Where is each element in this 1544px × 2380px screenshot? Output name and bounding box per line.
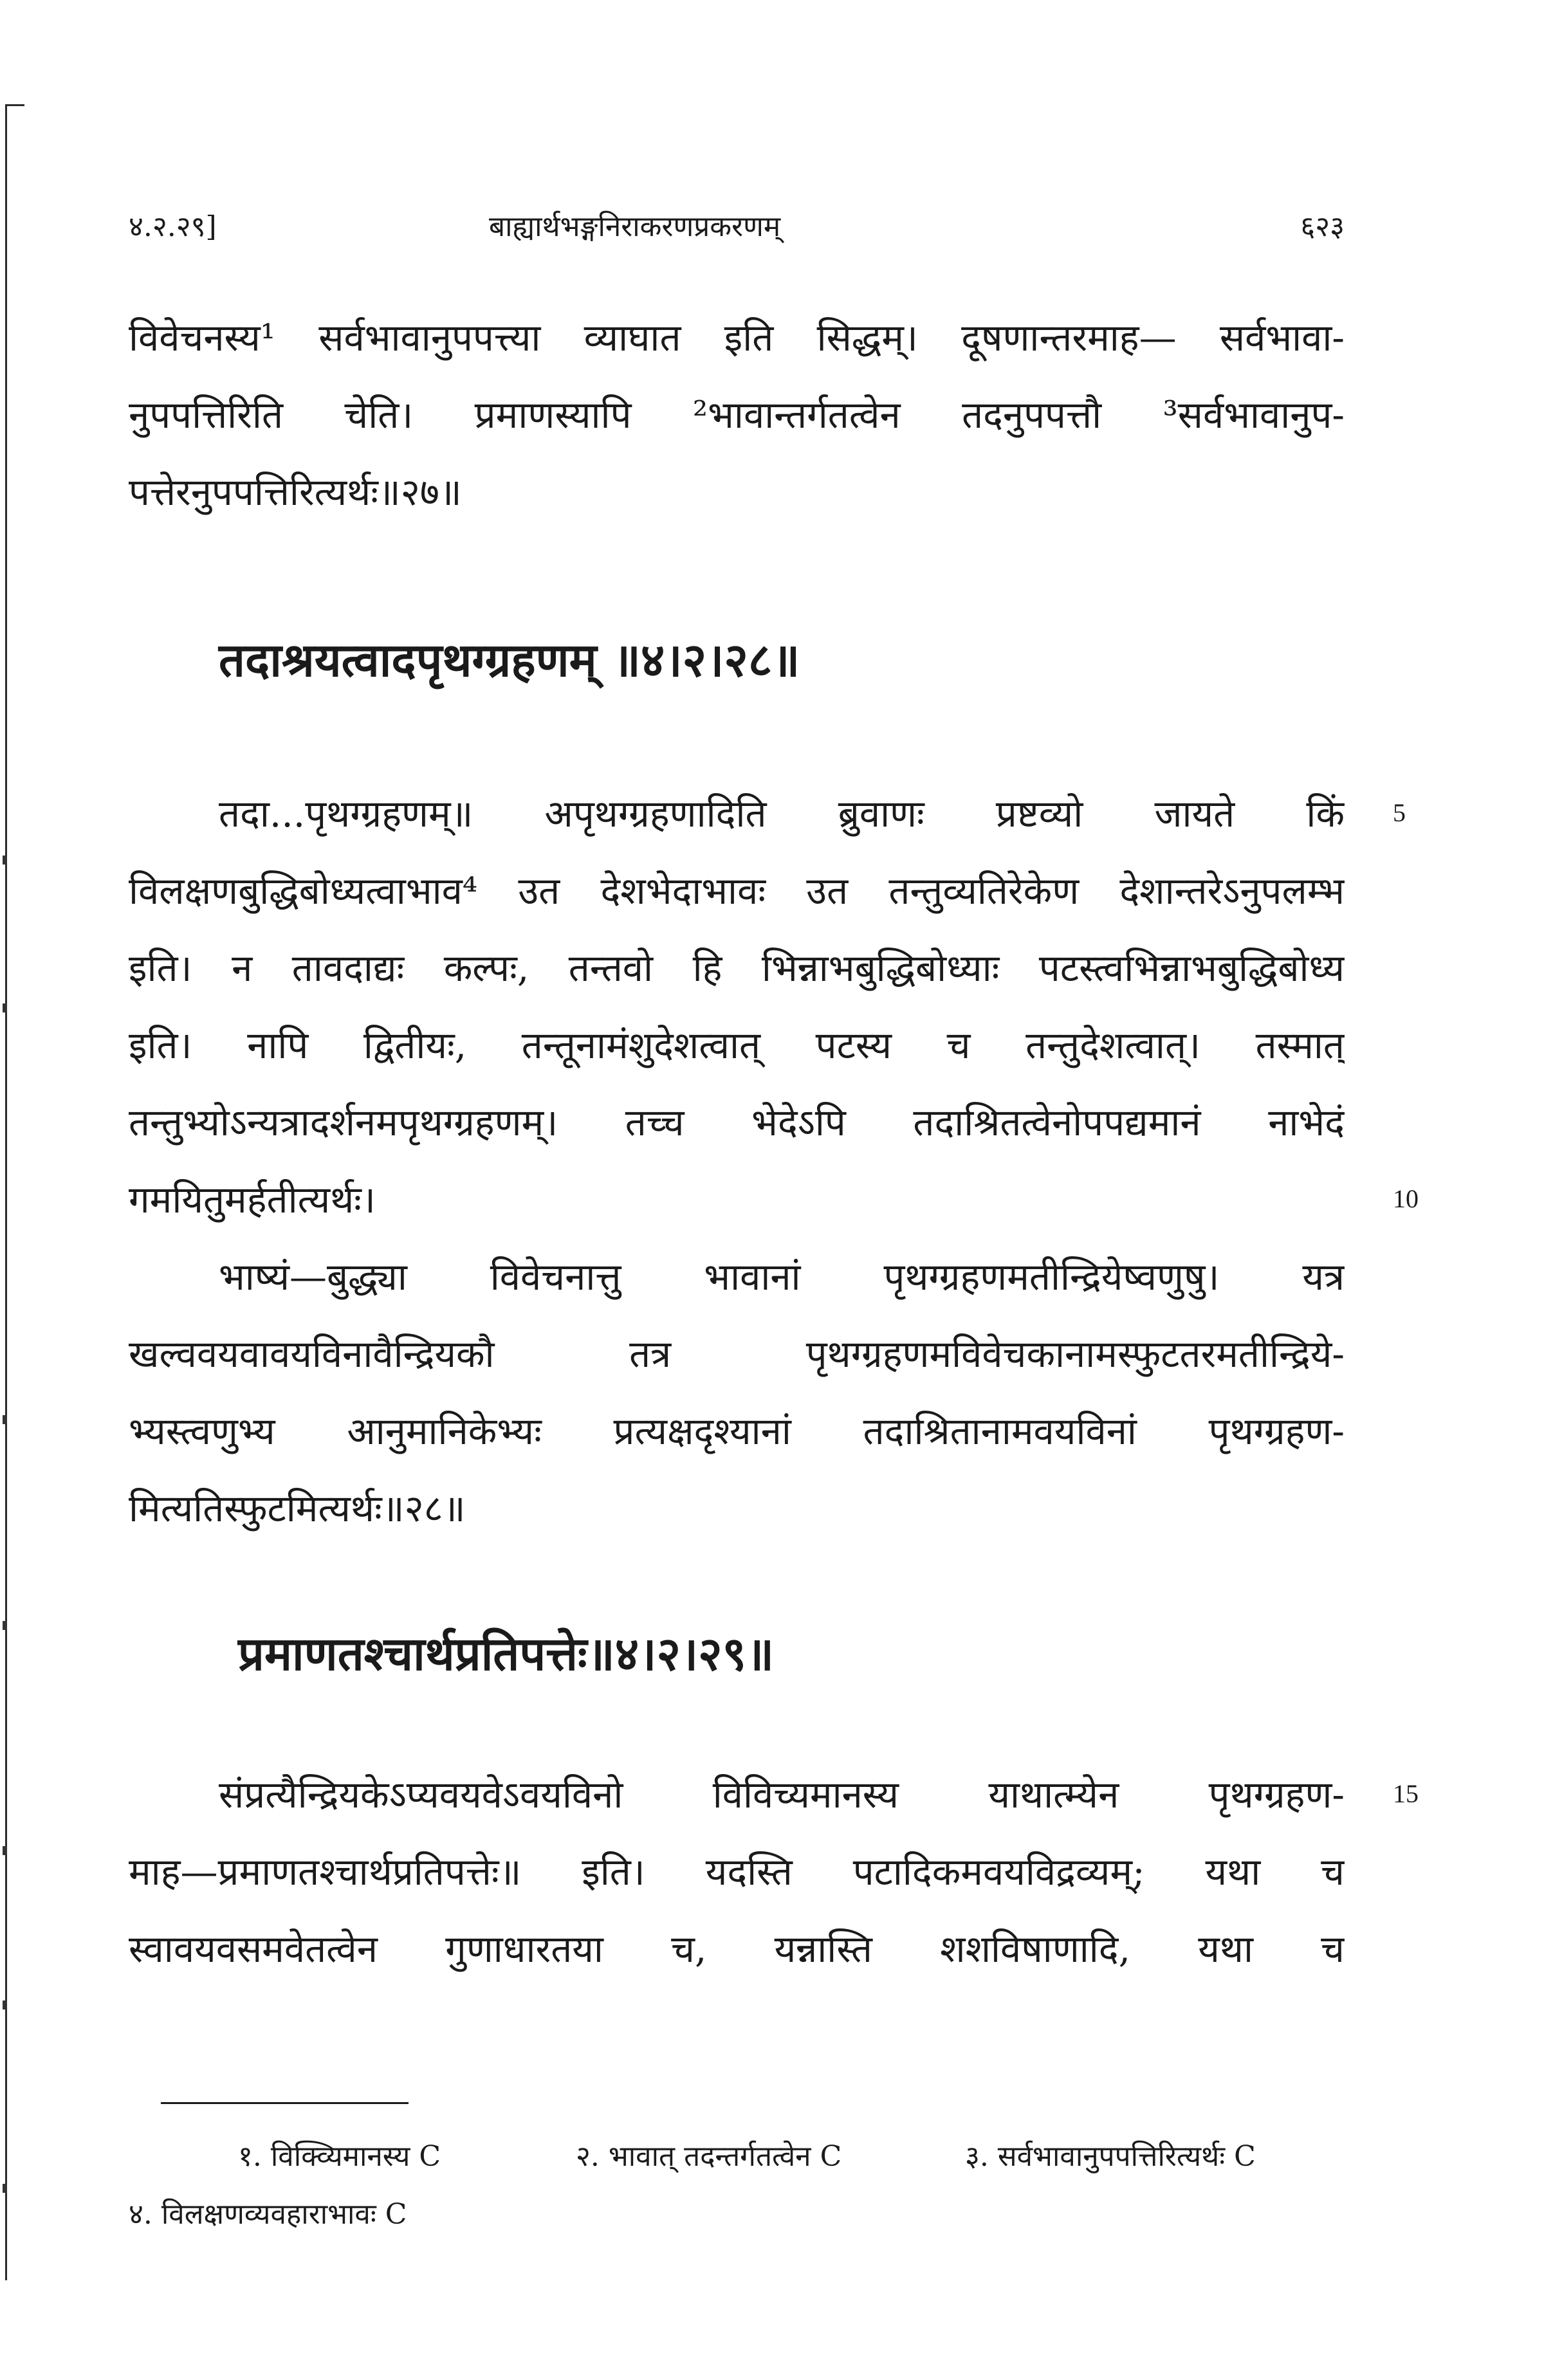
text-line: तन्तुभ्योऽन्यत्रादर्शनमपृथग्ग्रहणम्। तच्च भेदेऽपि तदाश्रितत्वेनोपपद्यमानं नाभेदं bbox=[129, 1101, 1345, 1144]
edge-mark bbox=[3, 2000, 7, 2009]
text-line: विवेचनस्य¹ सर्वभावानुपपत्त्या व्याघात इति सिद्धम्। दूषणान्तरमाह— सर्वभावा- bbox=[129, 316, 1345, 360]
page-number: ६२३ bbox=[1300, 210, 1345, 243]
text-line: इति। नापि द्वितीयः, तन्तूनामंशुदेशत्वात् पटस्य च तन्तुदेशत्वात्। तस्मात् bbox=[129, 1023, 1345, 1067]
line-number: 10 bbox=[1393, 1184, 1419, 1213]
text-line: मित्यतिस्फुटमित्यर्थः॥२८॥ bbox=[129, 1487, 466, 1530]
running-header bbox=[129, 206, 1345, 264]
text-line: खल्ववयवावयविनावैन्द्रियकौ तत्र पृथग्ग्रहणमविवेचकानामस्फुटतरमतीन्द्रिये- bbox=[129, 1332, 1345, 1376]
text-line: माह—प्रमाणतश्चार्थप्रतिपत्तेः॥ इति। यदस्ति पटादिकमवयविद्रव्यम्; यथा च bbox=[129, 1850, 1345, 1894]
edge-mark bbox=[3, 1415, 7, 1424]
text-line: स्वावयवसमवेतत्वेन गुणाधारतया च, यन्नास्ति शशविषाणादि, यथा च bbox=[129, 1927, 1345, 1971]
line-number: 5 bbox=[1393, 798, 1406, 827]
line-number: 15 bbox=[1393, 1779, 1419, 1808]
page-border-corner bbox=[5, 104, 24, 106]
footnote: ३. सर्वभावानुपपत्तिरित्यर्थः C bbox=[965, 2140, 1256, 2173]
text-line: तदा...पृथग्ग्रहणम्॥ अपृथग्ग्रहणादिति ब्रुवाणः प्रष्टव्यो जायते किं bbox=[219, 792, 1345, 836]
page-border-line bbox=[5, 106, 7, 2280]
text-line: पत्तेरनुपपत्तिरित्यर्थः॥२७॥ bbox=[129, 470, 462, 514]
text-line: विलक्षणबुद्धिबोध्यत्वाभाव⁴ उत देशभेदाभावः उत तन्तुव्यतिरेकेण देशान्तरेऽनुपलम्भ bbox=[129, 869, 1345, 913]
sutra-heading: प्रमाणतश्चार्थप्रतिपत्तेः॥४।२।२९॥ bbox=[238, 1626, 775, 1681]
footnote: १. विक्व्यिमानस्य C bbox=[238, 2140, 441, 2173]
sutra-heading: तदाश्रयत्वादपृथग्ग्रहणम् ॥४।२।२८॥ bbox=[219, 632, 800, 687]
edge-mark bbox=[3, 1621, 7, 1630]
text-line: भाष्यं—बुद्ध्या विवेचनात्तु भावानां पृथग्ग्रहणमतीन्द्रियेष्वणुषु। यत्र bbox=[219, 1255, 1345, 1299]
text-line: भ्यस्त्वणुभ्य आनुमानिकेभ्यः प्रत्यक्षदृश्यानां तदाश्रितानामवयविनां पृथग्ग्रहण- bbox=[129, 1409, 1345, 1453]
chapter-title: बाह्यार्थभङ्गनिराकरणप्रकरणम् bbox=[489, 210, 781, 243]
text-line: नुपपत्तिरिति चेति। प्रमाणस्यापि ²भावान्तर्गतत्वेन तदनुपपत्तौ ³सर्वभावानुप- bbox=[129, 393, 1345, 437]
footnote: ४. विलक्षणव्यवहाराभावः C bbox=[129, 2198, 407, 2231]
text-line: इति। न तावदाद्यः कल्पः, तन्तवो हि भिन्नाभबुद्धिबोध्याः पटस्त्वभिन्नाभबुद्धिबोध्य bbox=[129, 946, 1345, 990]
footnote-rule bbox=[161, 2102, 409, 2104]
edge-mark bbox=[3, 856, 7, 865]
section-reference: ४.२.२९] bbox=[129, 210, 217, 243]
edge-mark bbox=[3, 1003, 7, 1012]
edge-mark bbox=[3, 1846, 7, 1855]
edge-mark bbox=[3, 2184, 7, 2193]
text-line: गमयितुमर्हतीत्यर्थः। bbox=[129, 1178, 376, 1222]
footnote: २. भावात् तदन्तर्गतत्वेन C bbox=[576, 2140, 842, 2173]
text-line: संप्रत्यैन्द्रियकेऽप्यवयवेऽवयविनो विविच्यमानस्य याथात्म्येन पृथग्ग्रहण- bbox=[219, 1773, 1345, 1817]
